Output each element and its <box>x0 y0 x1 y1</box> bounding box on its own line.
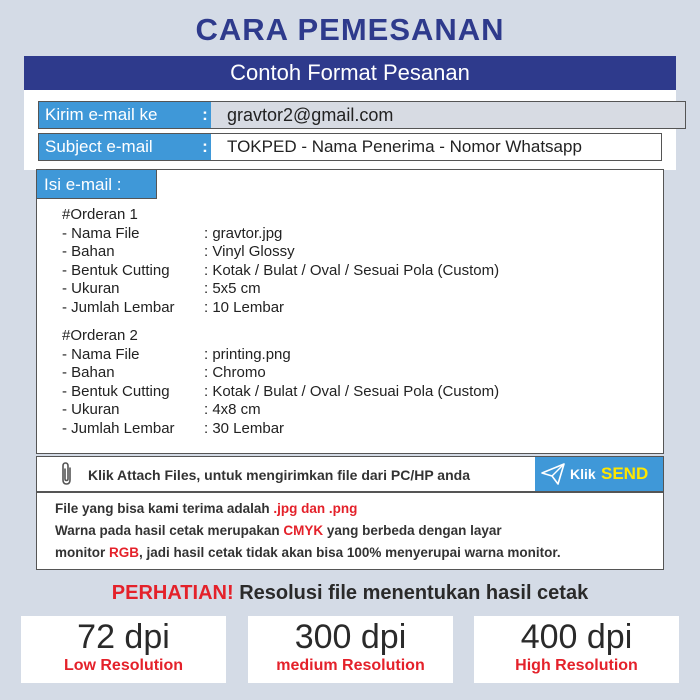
notes-panel <box>36 492 664 570</box>
order-field <box>62 383 499 402</box>
send-label: SEND <box>601 464 649 483</box>
field-value: : 30 Lembar <box>204 419 285 437</box>
field-value: : printing.png <box>204 345 291 363</box>
order-block-1 <box>62 206 499 317</box>
subject-row <box>38 133 662 161</box>
field-value: : 4x8 cm <box>204 401 261 418</box>
order-heading: #Orderan 2 <box>62 327 138 344</box>
warning-prefix: PERHATIAN! <box>111 582 234 604</box>
note-text: yang berbeda dengan layar <box>323 523 502 538</box>
resolution-label: High Resolution <box>515 657 638 674</box>
attach-instruction: Klik Attach Files, untuk mengirimkan file dari PC/HP anda <box>88 467 470 483</box>
field-key: - Bentuk Cutting <box>62 261 170 279</box>
field-key: - Bahan <box>62 364 115 381</box>
field-key: - Ukuran <box>62 401 120 418</box>
note-rgb <box>55 545 561 560</box>
note-text: , jadi hasil cetak tidak akan bisa 100% menyerupai warna monitor. <box>139 545 561 560</box>
field-key: - Bentuk Cutting <box>62 382 170 400</box>
order-field <box>62 346 499 365</box>
email-row <box>38 101 686 129</box>
page-title: CARA PEMESANAN <box>195 12 505 47</box>
subject-label: Subject e-mail <box>39 134 211 160</box>
order-field <box>62 420 499 439</box>
resolution-value: 300 dpi <box>294 618 407 656</box>
attach-bar <box>36 456 664 492</box>
email-separator: : <box>202 105 208 124</box>
note-text: Warna pada hasil cetak merupakan <box>55 523 284 538</box>
email-body-label: Isi e-mail : <box>36 169 157 199</box>
field-key: - Jumlah Lembar <box>62 298 175 316</box>
field-value: : Kotak / Bulat / Oval / Sesuai Pola (Custom) <box>204 382 500 400</box>
field-key: - Nama File <box>62 345 140 363</box>
field-value: : gravtor.jpg <box>204 224 283 242</box>
note-highlight: .jpg dan .png <box>273 501 358 516</box>
subject-value: TOKPED - Nama Penerima - Nomor Whatsapp <box>211 134 661 160</box>
order-block-2 <box>62 327 499 438</box>
order-field <box>62 262 499 281</box>
resolution-card-medium <box>248 616 453 683</box>
field-key: - Bahan <box>62 243 115 260</box>
order-field <box>62 364 499 383</box>
field-key: - Nama File <box>62 224 140 242</box>
order-field <box>62 243 499 262</box>
order-field <box>62 280 499 299</box>
paperclip-icon[interactable] <box>59 461 75 487</box>
field-key: - Ukuran <box>62 280 120 297</box>
warning-text: Resolusi file menentukan hasil cetak <box>233 582 589 604</box>
subtitle-banner: Contoh Format Pesanan <box>24 56 676 90</box>
resolution-value: 72 dpi <box>77 618 170 656</box>
field-value: : Kotak / Bulat / Oval / Sesuai Pola (Custom) <box>204 261 500 279</box>
note-cmyk <box>55 523 502 538</box>
send-button[interactable] <box>535 457 663 491</box>
send-prefix: Klik <box>570 466 596 482</box>
field-key: - Jumlah Lembar <box>62 419 175 437</box>
field-value: : 5x5 cm <box>204 280 261 297</box>
note-text: monitor <box>55 545 109 560</box>
field-value: : Chromo <box>204 364 266 381</box>
email-value: gravtor2@gmail.com <box>211 102 685 128</box>
note-highlight: CMYK <box>283 523 324 538</box>
order-field <box>62 225 499 244</box>
resolution-label: Low Resolution <box>63 657 184 674</box>
info-panel <box>24 90 676 170</box>
order-field <box>62 401 499 420</box>
note-highlight: RGB <box>109 545 139 560</box>
email-label: Kirim e-mail ke <box>39 102 211 128</box>
field-value: : Vinyl Glossy <box>204 243 295 260</box>
resolution-card-high <box>474 616 679 683</box>
note-formats <box>55 501 357 516</box>
note-text: File yang bisa kami terima adalah <box>55 501 274 516</box>
resolution-value: 400 dpi <box>520 618 633 656</box>
resolution-label: medium Resolution <box>276 657 425 674</box>
resolution-warning <box>0 582 700 605</box>
resolution-card-low <box>21 616 226 683</box>
order-heading: #Orderan 1 <box>62 206 138 223</box>
field-value: : 10 Lembar <box>204 298 285 316</box>
subject-separator: : <box>202 137 208 156</box>
paper-plane-icon <box>541 463 565 485</box>
order-field <box>62 299 499 318</box>
